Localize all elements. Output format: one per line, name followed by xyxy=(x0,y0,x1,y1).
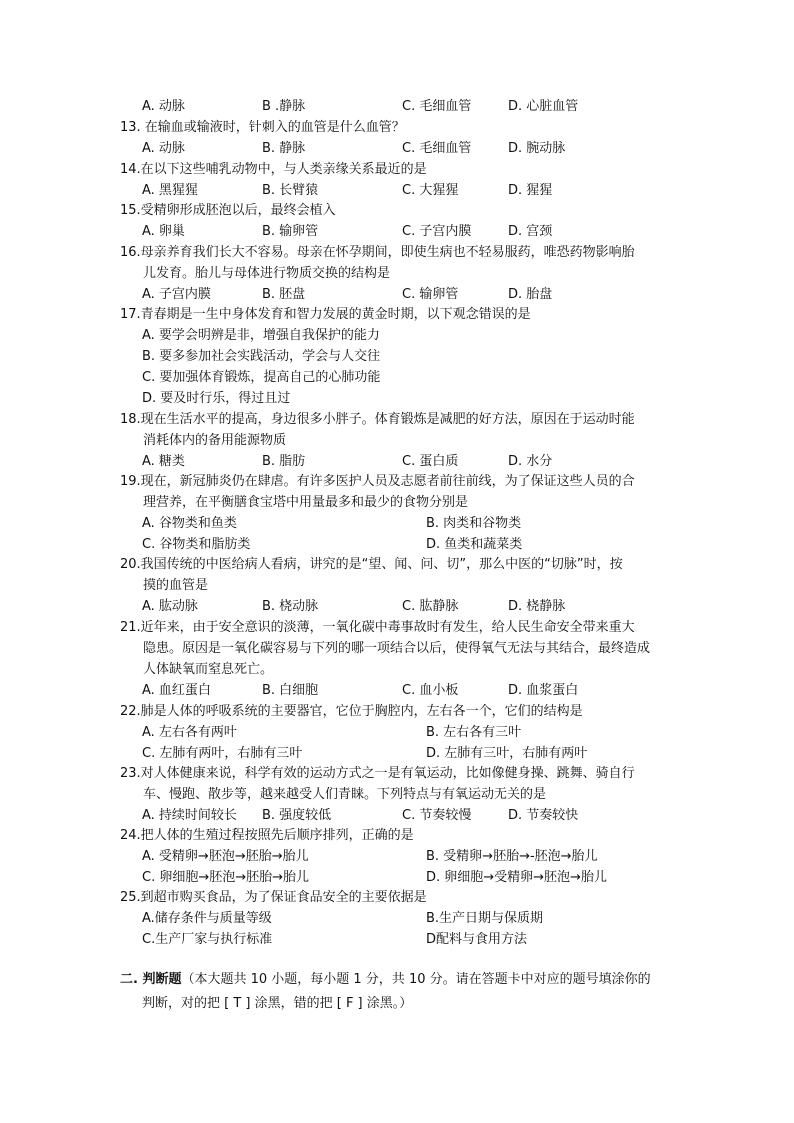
question-stem: 25.到超市购买食品，为了保证食品安全的主要依据是 xyxy=(120,890,427,905)
option-b: B. 桡动脉 xyxy=(262,599,319,614)
options-row xyxy=(142,180,680,201)
option-b: B. 胚盘 xyxy=(262,287,306,302)
question-stem: 19.现在，新冠肺炎仍在肆虐。有许多医护人员及志愿者前往前线，为了保证这些人员的合 xyxy=(120,474,635,489)
question-stem: 18.现在生活水平的提高，身边很多小胖子。体育锻炼是减肥的好方法，原因在于运动时能 xyxy=(120,412,635,427)
question-stem: 21.近年来，由于安全意识的淡薄，一氧化碳中毒事故时有发生，给人民生命安全带来重大 xyxy=(120,620,635,635)
option-b: B. 脂肪 xyxy=(262,454,306,469)
question-stem: 13. 在输血或输液时，针刺入的血管是什么血管？ xyxy=(120,120,405,135)
option-c: C. 节奏较慢 xyxy=(402,808,472,823)
question-18 xyxy=(120,409,680,472)
option-c: C. 大猩猩 xyxy=(402,183,459,198)
option-b: B. 肉类和谷物类 xyxy=(426,516,522,531)
options-row xyxy=(142,929,680,950)
options-row xyxy=(142,846,680,867)
question-14 xyxy=(120,159,680,201)
option-a: A. 黑猩猩 xyxy=(142,183,198,198)
option-a: A.储存条件与质量等级 xyxy=(142,911,272,926)
question-13 xyxy=(120,117,680,159)
question-20 xyxy=(120,554,680,617)
option-d: D. 胎盘 xyxy=(508,287,553,302)
option-b: B. 白细胞 xyxy=(262,683,319,698)
option-a: A. 肱动脉 xyxy=(142,599,198,614)
question-stem-continued: 车、慢跑、散步等，越来越受人们青睐。下列特点与有氧运动无关的是 xyxy=(143,787,547,802)
question-stem: 22.肺是人体的呼吸系统的主要器官，它位于胸腔内，左右各一个，它们的结构是 xyxy=(120,704,583,719)
option-d: D. 宫颈 xyxy=(508,224,553,239)
option-c: C. 蛋白质 xyxy=(402,454,459,469)
question-21 xyxy=(120,617,680,701)
option-a: A. 卵巢 xyxy=(142,224,185,239)
options-row xyxy=(142,513,680,534)
option-b: B. 静脉 xyxy=(262,141,306,156)
options-row xyxy=(142,743,680,764)
question-stem: 20.我国传统的中医给病人看病，讲究的是“望、闻、问、切”，那么中医的“切脉”时，按 xyxy=(120,557,623,572)
option-d: D. 左肺有三叶，右肺有两叶 xyxy=(426,746,588,761)
option-d: D. 节奏较快 xyxy=(508,808,579,823)
option-a: A. 血红蛋白 xyxy=(142,683,211,698)
option-a: A. 糖类 xyxy=(142,454,185,469)
option-c: C. 左肺有两叶，右肺有三叶 xyxy=(142,746,303,761)
section-heading: 二. 判断题 xyxy=(120,972,182,987)
question-stem-continued: 理营养，在平衡膳食宝塔中用量最多和最少的食物分别是 xyxy=(143,495,469,510)
question-stem: 24.把人体的生殖过程按照先后顺序排列，正确的是 xyxy=(120,828,414,843)
question-23 xyxy=(120,763,680,826)
option-d: D. 鱼类和蔬菜类 xyxy=(426,537,523,552)
option-d: D. 猩猩 xyxy=(508,183,553,198)
option-d: D. 卵细胞→受精卵→胚泡→胎儿 xyxy=(426,870,607,885)
option-c: C. 子宫内膜 xyxy=(402,224,472,239)
option-a: A. 左右各有两叶 xyxy=(142,725,237,740)
question-stem: 17.青春期是一生中身体发育和智力发展的黄金时期，以下观念错误的是 xyxy=(120,307,531,322)
options-row xyxy=(142,221,680,242)
option-a: A. 谷物类和鱼类 xyxy=(142,516,237,531)
question-stem-continued: 儿发育。胎儿与母体进行物质交换的结构是 xyxy=(143,266,391,281)
options-row xyxy=(142,451,680,472)
option-b: B. 左右各有三叶 xyxy=(426,725,522,740)
options-row xyxy=(142,284,680,305)
question-22 xyxy=(120,701,680,764)
option-c: C. 要加强体育锻炼，提高自己的心肺功能 xyxy=(142,370,381,385)
question-15 xyxy=(120,200,680,242)
question-25 xyxy=(120,887,680,950)
question-stem-continued: 隐患。原因是一氧化碳容易与下列的哪一项结合以后，使得氧气无法与其结合，最终造成 xyxy=(143,641,651,656)
options-row xyxy=(142,138,680,159)
option-b: B. 输卵管 xyxy=(262,224,319,239)
option-d: D. 腕动脉 xyxy=(508,141,566,156)
option-d: D配料与食用方法 xyxy=(426,932,528,947)
section-instructions: （本大题共 10 小题，每小题 1 分，共 10 分。请在答题卡中对应的题号填涂你的 xyxy=(181,972,651,987)
option-c: C. 毛细血管 xyxy=(402,141,472,156)
option-a: A. 动脉 xyxy=(142,141,185,156)
question-stem: 15.受精卵形成胚泡以后，最终会植入 xyxy=(120,203,336,218)
question-stem-continued: 消耗体内的备用能源物质 xyxy=(143,433,287,448)
question-12 xyxy=(120,96,680,117)
question-17 xyxy=(120,304,680,409)
option-d: D. 心脏血管 xyxy=(508,99,579,114)
question-stem-continued: 摸的血管是 xyxy=(143,578,209,593)
option-b: B.生产日期与保质期 xyxy=(426,911,544,926)
question-stem-continued: 人体缺氧而窒息死亡。 xyxy=(143,662,274,677)
options-row xyxy=(142,908,680,929)
options-row xyxy=(142,596,680,617)
section-true-false xyxy=(120,968,680,1016)
option-d: D. 水分 xyxy=(508,454,553,469)
option-b: B. 要多参加社会实践活动，学会与人交往 xyxy=(142,349,381,364)
option-a: A. 动脉 xyxy=(142,99,185,114)
question-19 xyxy=(120,471,680,555)
options-row xyxy=(142,867,680,888)
option-d: D. 桡静脉 xyxy=(508,599,566,614)
option-c: C. 毛细血管 xyxy=(402,99,472,114)
options-row xyxy=(142,680,680,701)
option-a: A. 受精卵→胚泡→胚胎→胎儿 xyxy=(142,849,309,864)
option-b: B .静脉 xyxy=(262,99,306,114)
option-c: C. 血小板 xyxy=(402,683,459,698)
option-c: C. 谷物类和脂肪类 xyxy=(142,537,251,552)
section-instructions-continued: 判断，对的把 [ T ] 涂黑，错的把 [ F ] 涂黑。） xyxy=(142,996,413,1011)
option-c: C.生产厂家与执行标准 xyxy=(142,932,273,947)
option-c: C. 输卵管 xyxy=(402,287,459,302)
option-d: D. 要及时行乐，得过且过 xyxy=(142,391,291,406)
option-c: C. 卵细胞→胚泡→胚胎→胎儿 xyxy=(142,870,310,885)
options-row xyxy=(142,96,680,117)
option-c: C. 肱静脉 xyxy=(402,599,459,614)
options-row xyxy=(142,722,680,743)
option-a: A. 子宫内膜 xyxy=(142,287,211,302)
options-row xyxy=(142,805,680,826)
option-b: B. 受精卵→胚胎→-胚泡→胎儿 xyxy=(426,849,598,864)
option-b: B. 强度较低 xyxy=(262,808,332,823)
question-stem: 14.在以下这些哺乳动物中，与人类亲缘关系最近的是 xyxy=(120,162,427,177)
question-24 xyxy=(120,825,680,888)
question-stem: 23.对人体健康来说，科学有效的运动方式之一是有氧运动，比如像健身操、跳舞、骑自行 xyxy=(120,766,635,781)
option-b: B. 长臂猿 xyxy=(262,183,319,198)
option-a: A. 持续时间较长 xyxy=(142,808,237,823)
options-row xyxy=(142,534,680,555)
question-16 xyxy=(120,242,680,305)
question-stem: 16.母亲养育我们长大不容易。母亲在怀孕期间，即使生病也不轻易服药，唯恐药物影响胎 xyxy=(120,245,635,260)
option-a: A. 要学会明辨是非，增强自我保护的能力 xyxy=(142,328,380,343)
option-d: D. 血浆蛋白 xyxy=(508,683,579,698)
